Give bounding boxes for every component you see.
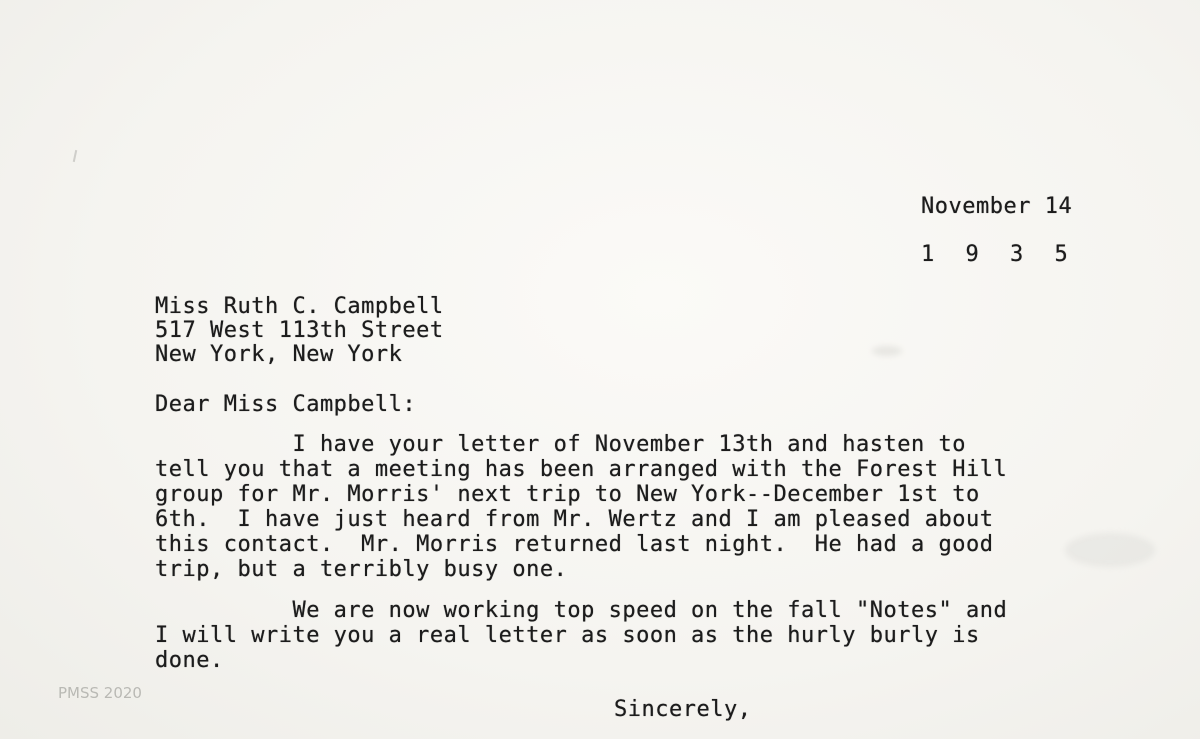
archive-watermark: PMSS 2020 (58, 684, 142, 702)
letter-date: November 14 (921, 194, 1073, 219)
body-line: group for Mr. Morris' next trip to New York--December 1st to (155, 482, 980, 507)
recipient-city: New York, New York (155, 342, 403, 367)
body-line: done. (155, 648, 224, 673)
recipient-name: Miss Ruth C. Campbell (155, 294, 444, 319)
paper-smudge (872, 346, 902, 356)
recipient-street: 517 West 113th Street (155, 318, 444, 343)
salutation: Dear Miss Campbell: (155, 392, 417, 417)
paper-smudge (1065, 533, 1155, 567)
body-line: tell you that a meeting has been arranged with the Forest Hill (155, 457, 1008, 482)
body-line: We are now working top speed on the fall "Notes" and (155, 598, 1008, 623)
paper-mark (73, 150, 77, 162)
body-line: 6th. I have just heard from Mr. Wertz and I am pleased about (155, 507, 994, 532)
body-line: I have your letter of November 13th and hasten to (155, 432, 966, 457)
body-line: this contact. Mr. Morris returned last night. He had a good (155, 532, 994, 557)
body-line: I will write you a real letter as soon as the hurly burly is (155, 623, 980, 648)
body-line: trip, but a terribly busy one. (155, 557, 568, 582)
closing: Sincerely, (614, 697, 752, 722)
letter-year: 1 9 3 5 (921, 242, 1077, 267)
